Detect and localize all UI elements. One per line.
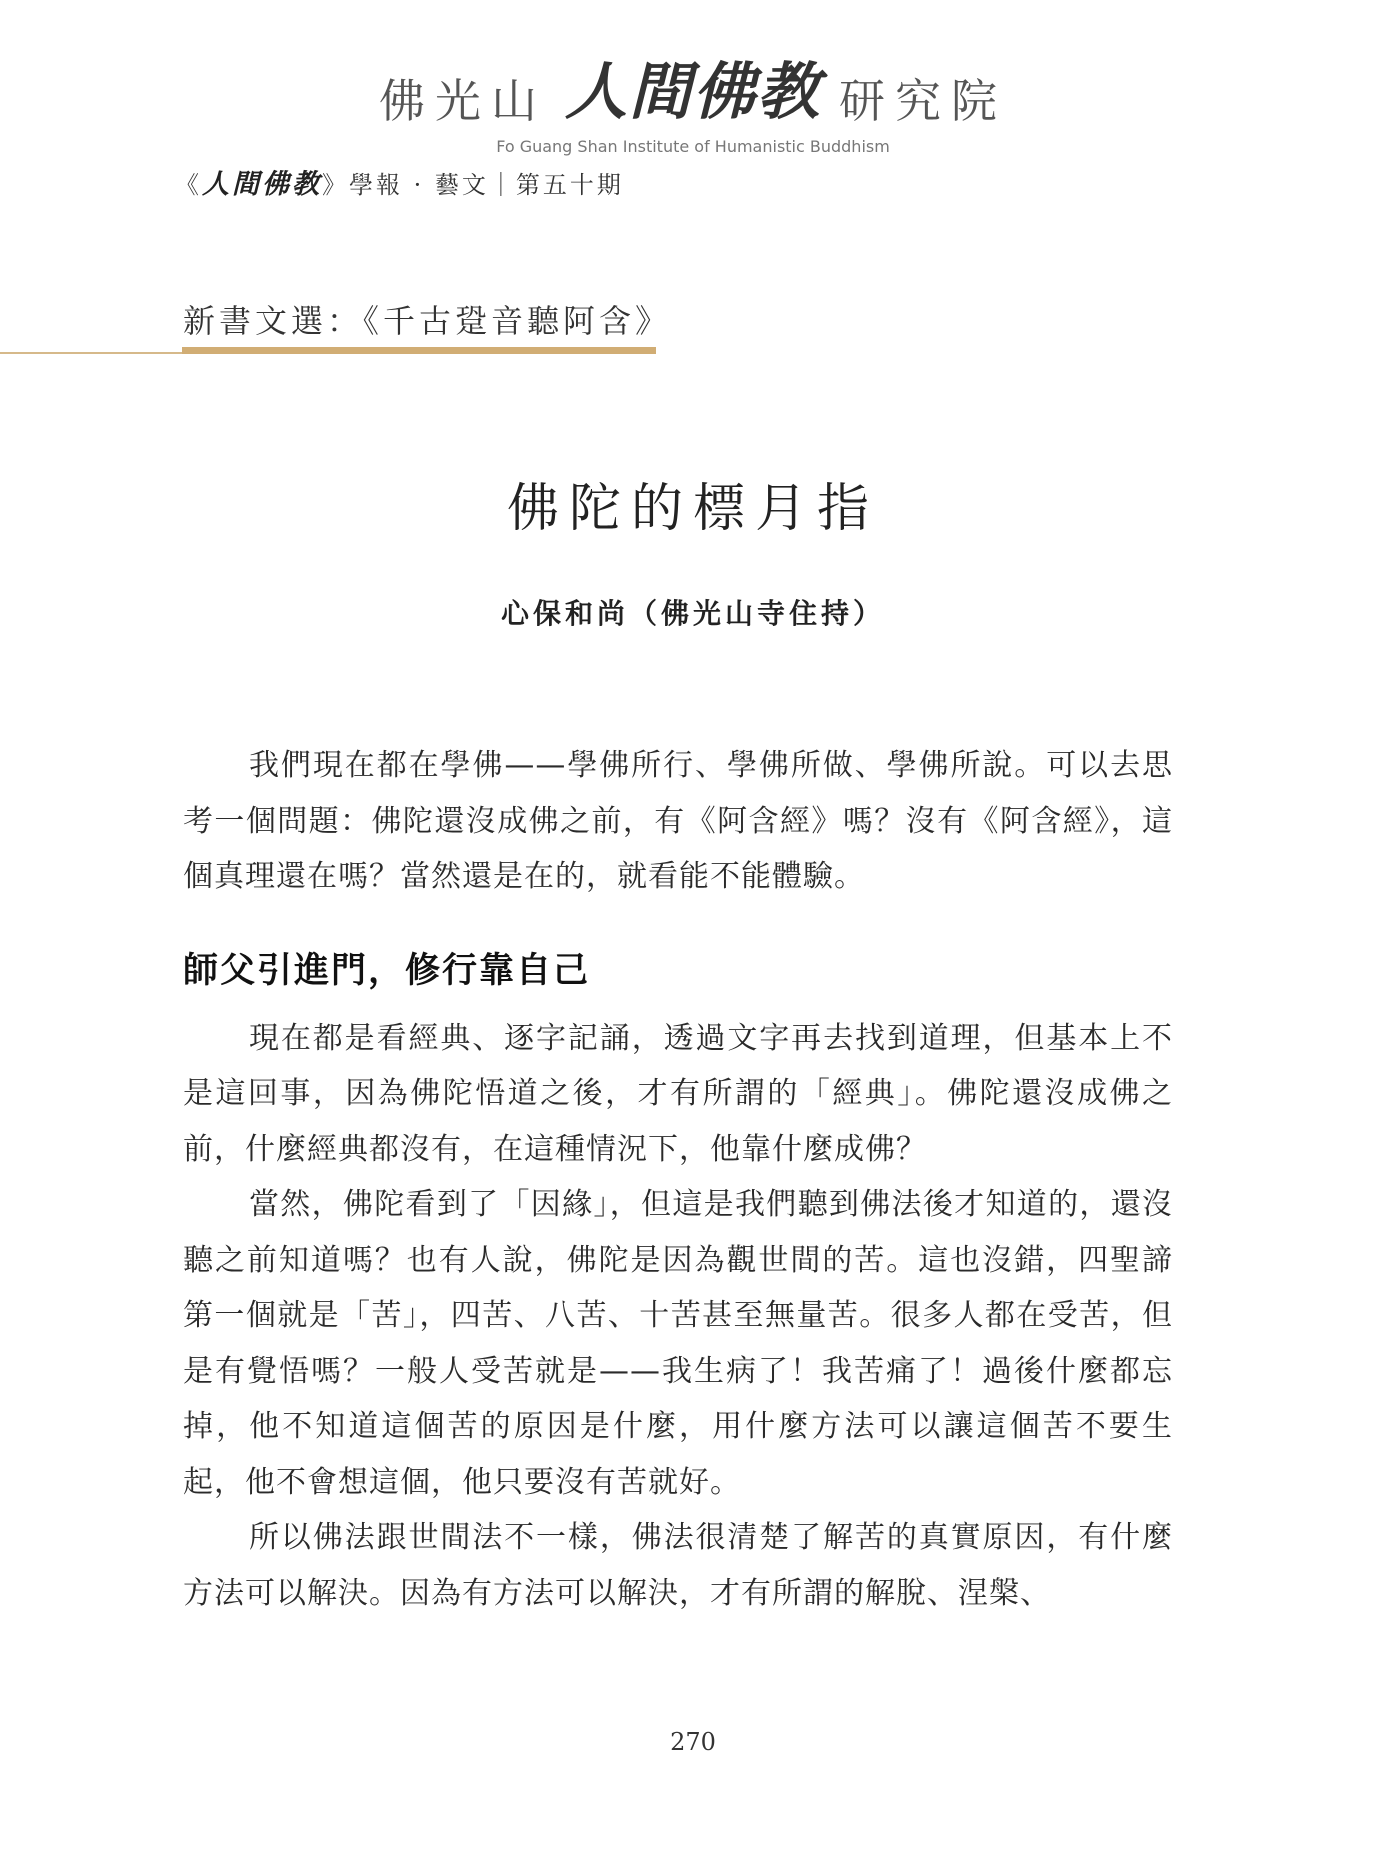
journal-bracket-open: 《 — [175, 171, 202, 199]
body-paragraph: 當然，佛陀看到了「因緣」，但這是我們聽到佛法後才知道的，還沒聽之前知道嗎？也有人說，佛陀是因為觀世間的苦。這也沒錯，四聖諦第一個就是「苦」，四苦、八苦、十苦甚至無量苦。很多人都在受苦，但是有覺悟嗎？一般人受苦就是——我生病了！我苦痛了！過後什麼都忘掉，他不知道這個苦的原因是什麼，用什麼方法可以讓這個苦不要生起，他不會想這個，他只要沒有苦就好。 — [183, 1187, 1173, 1500]
article-byline: 心保和尚（佛光山寺住持） — [500, 597, 885, 630]
article-body — [183, 738, 1173, 1621]
body-paragraph: 所以佛法跟世間法不一樣，佛法很清楚了解苦的真實原因，有什麼方法可以解決。因為有方法可以解決，才有所謂的解脫、涅槃、 — [183, 1520, 1173, 1611]
logo-text-right: 研究院 — [839, 74, 1007, 128]
journal-issue-line — [175, 162, 624, 201]
intro-paragraph: 我們現在都在學佛——學佛所行、學佛所做、學佛所說。可以去思考一個問題：佛陀還沒成佛之前，有《阿含經》嗎？沒有《阿含經》，這個真理還在嗎？當然還是在的，就看能不能體驗。 — [183, 748, 1173, 894]
section-rule-thin — [0, 352, 182, 354]
article-title: 佛陀的標月指 — [506, 479, 879, 539]
section-heading: 師父引進門，修行靠自己 — [183, 949, 591, 991]
logo-calligraphy: 人間佛教 — [564, 55, 821, 128]
body-paragraph: 現在都是看經典、逐字記誦，透過文字再去找到道理，但基本上不是這回事，因為佛陀悟道之後，才有所謂的「經典」。佛陀還沒成佛之前，什麼經典都沒有，在這種情況下，他靠什麼成佛？ — [183, 1020, 1173, 1167]
journal-name-calligraphy: 人間佛教 — [202, 169, 322, 200]
institute-header — [0, 42, 1386, 156]
logo-text-left: 佛光山 — [378, 74, 547, 128]
journal-bracket-close: 》 — [322, 171, 349, 199]
journal-issue-text: 學報 · 藝文｜第五十期 — [349, 171, 624, 199]
logo-english-name: Fo Guang Shan Institute of Humanistic Buddhism — [496, 137, 890, 156]
section-label: 新書文選：《千古跫音聽阿含》 — [183, 302, 672, 340]
section-rule-accent — [182, 347, 656, 354]
page-number: 270 — [670, 1728, 716, 1756]
institute-logo — [0, 42, 1386, 131]
